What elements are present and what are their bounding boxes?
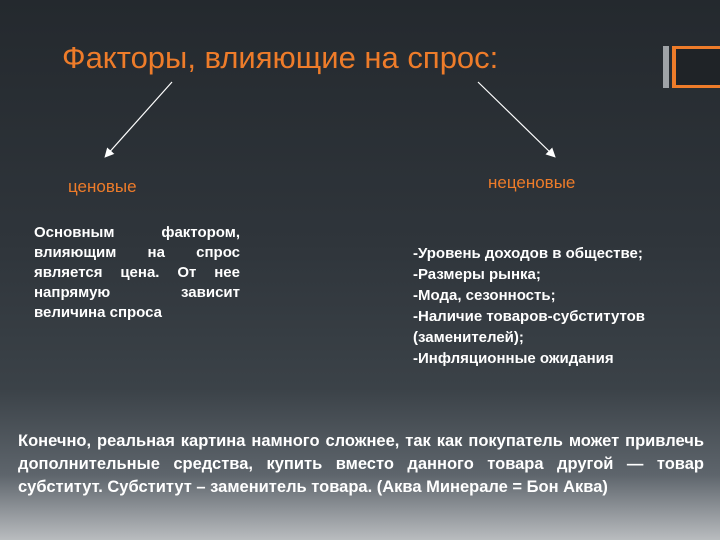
nonprice-factor-item: -Мода, сезонность; xyxy=(413,287,556,304)
slide-title: Факторы, влияющие на спрос: xyxy=(62,40,499,75)
nonprice-factor-item: -Уровень доходов в обществе; xyxy=(413,245,643,262)
nonprice-factor-item: -Размеры рынка; xyxy=(413,266,541,283)
nonprice-factor-item: -Наличие товаров-субститутов (заменителей); xyxy=(413,308,646,346)
conclusion-text: Конечно, реальная картина намного сложнее, так как покупатель может привлечь дополнительные средства, купить вместо данного товара другой — товар субститут. Субститут – заменитель товара. (Аква Минерале = Бон Аква) xyxy=(18,432,704,496)
price-factor-description: Основным фактором, влияющим на спрос является цена. От нее напрямую зависит величина спроса xyxy=(34,224,240,321)
category-nonprice-label: неценовые xyxy=(488,173,576,192)
arrow-to-price xyxy=(106,82,172,156)
category-price-label: ценовые xyxy=(68,177,137,196)
nonprice-factor-list xyxy=(413,243,693,369)
arrow-to-nonprice xyxy=(478,82,554,156)
nonprice-factor-item: -Инфляционные ожидания xyxy=(413,350,614,367)
